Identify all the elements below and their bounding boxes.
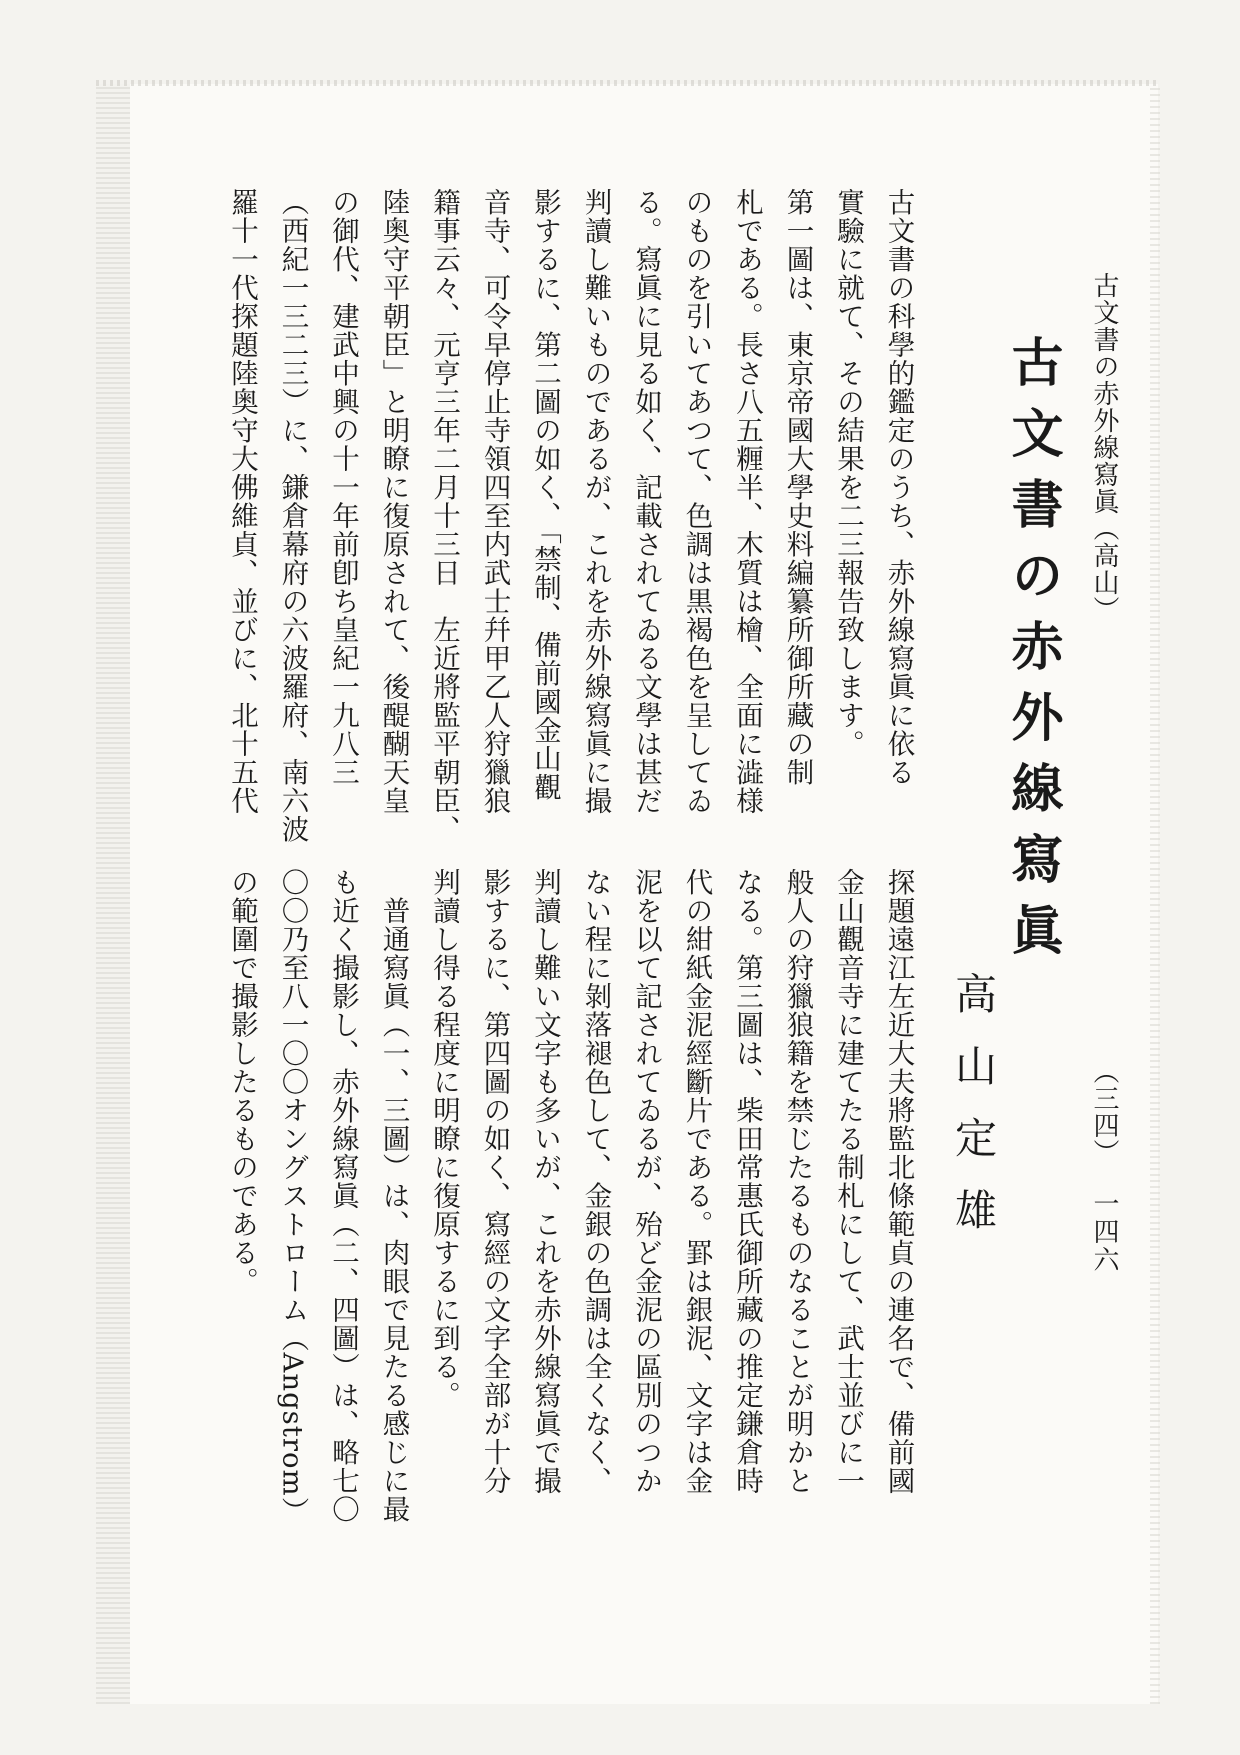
scan-edge-top [96,80,1158,86]
text-column: 古文書の科學的鑑定のうち、赤外線寫眞に依る [882,188,915,787]
text-column: 影するに、第二圖の如く、「禁制、備前國金山觀 [529,188,561,802]
text-column: も近く撮影し、赤外線寫眞（二、四圖）は、略七〇 [327,868,359,1524]
article-author: 高山定雄 [949,972,998,1260]
text-column: の御代、建武中興の十一年前卽ち皇紀一九八三 [327,188,359,787]
text-column: の範圍で撮影したるものである。 [226,868,258,1296]
text-column: 探題遠江左近大夫將監北條範貞の連名で、備前國 [882,868,915,1495]
text-column: 〇〇乃至八一〇〇オングストローム（Angstrom） [276,868,309,1526]
text-column: 代の紺紙金泥經斷片である。罫は銀泥、文字は金 [680,868,713,1495]
text-column: 泥を以て記されてゐるが、殆ど金泥の區別のつか [630,868,662,1495]
page-number: 一四六 [1089,1190,1119,1274]
text-column: 般人の狩獵狼籍を禁じたるものなることが明かと [781,868,814,1495]
page-ref: （三四） [1089,1058,1119,1166]
text-column: 金山觀音寺に建てたる制札にして、武士並びに一 [832,868,864,1495]
text-column: 羅十一代探題陸奥守大佛維貞、並びに、北十五代 [226,188,258,815]
text-column: 第一圖は、東京帝國大學史料編纂所御所藏の制 [781,188,814,787]
text-column: 普通寫眞（一、三圖）は、肉眼で見たる感じに最 [377,868,410,1524]
text-column: なる。第三圖は、柴田常惠氏御所藏の推定鎌倉時 [731,868,763,1495]
scan-edge-right [1150,84,1160,1704]
scan-edge-left [96,84,130,1704]
text-column: 影するに、第四圖の如く、寫經の文字全部が十分 [478,868,511,1495]
text-column: 札である。長さ八五糎半、木質は檜、全面に澁様 [731,188,763,815]
text-column: 籍事云々、元亨三年二月十三日 左近將監平朝臣、 [428,188,460,844]
text-column: 判讀し難い文字も多いが、これを赤外線寫眞で撮 [529,868,561,1495]
text-column: のものを引いてあつて、色調は黒褐色を呈してゐ [680,188,713,815]
article-title: 古文書の赤外線寫眞 [1002,335,1063,974]
text-column: 判讀し難いものであるが、これを赤外線寫眞に撮 [579,188,612,815]
text-column: ない程に剝落褪色して、金銀の色調は全くなく、 [579,868,612,1495]
running-header: 古文書の赤外線寫眞（高山） [1089,272,1119,623]
text-column: 陸奥守平朝臣」と明瞭に復原されて、後醍醐天皇 [377,188,410,815]
text-column: 實驗に就て、その結果を二三報告致します。 [832,188,864,758]
text-column: る。寫眞に見る如く、記載されてゐる文學は甚だ [630,188,662,815]
text-column: 判讀し得る程度に明瞭に復原するに到る。 [428,868,460,1410]
text-column: （西紀一三二三）に、鎌倉幕府の六波羅府、南六波 [276,188,309,844]
text-column: 音寺、可令早停止寺領四至内武士幷甲乙人狩獵狼 [478,188,511,815]
